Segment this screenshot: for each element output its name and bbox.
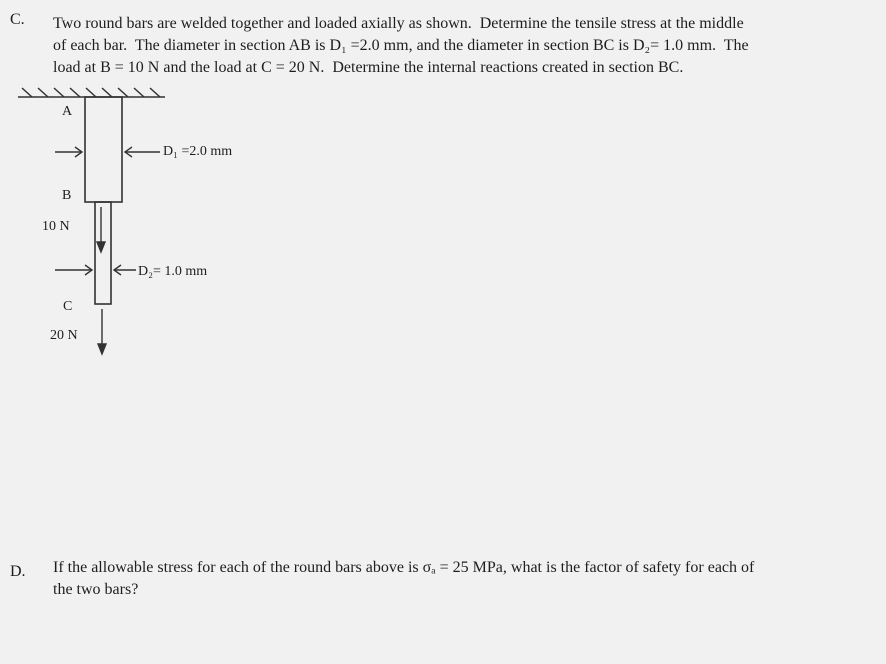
d1-leader-arrow bbox=[125, 147, 160, 157]
load-arrow-b bbox=[97, 207, 105, 252]
d1-label: D₁ =2.0 mm bbox=[163, 144, 233, 159]
d2-label: D₂= 1.0 mm bbox=[138, 264, 208, 279]
problem-d-line-2: the two bars? bbox=[53, 581, 139, 598]
load-c-label: 20 N bbox=[50, 328, 78, 343]
section-arrow-bc bbox=[55, 265, 92, 275]
problem-d-label: D. bbox=[10, 563, 26, 580]
section-arrow-ab bbox=[55, 147, 82, 157]
point-c-label: C bbox=[63, 299, 73, 314]
bar-ab bbox=[85, 97, 122, 202]
problem-c-line-2: of each bar. The diameter in section AB is D₁ =2.0 mm, and the diameter in section BC is D₂= 1.0 mm. The bbox=[53, 37, 749, 54]
load-b-label: 10 N bbox=[42, 219, 70, 234]
problem-d-line-1: If the allowable stress for each of the round bars above is σₐ = 25 MPa, what is the factor of safety for each of bbox=[53, 559, 755, 576]
d2-leader-arrow bbox=[114, 265, 136, 275]
point-a-label: A bbox=[62, 104, 73, 119]
point-b-label: B bbox=[62, 188, 72, 203]
problem-c-line-1: Two round bars are welded together and loaded axially as shown. Determine the tensile stress at the middle bbox=[53, 15, 744, 32]
bar-bc bbox=[95, 202, 111, 304]
load-arrow-c bbox=[98, 309, 106, 354]
fixed-support bbox=[18, 88, 165, 97]
problem-c-label: C. bbox=[10, 11, 25, 28]
problem-c-line-3: load at B = 10 N and the load at C = 20 N. Determine the internal reactions created in section BC. bbox=[53, 59, 684, 76]
